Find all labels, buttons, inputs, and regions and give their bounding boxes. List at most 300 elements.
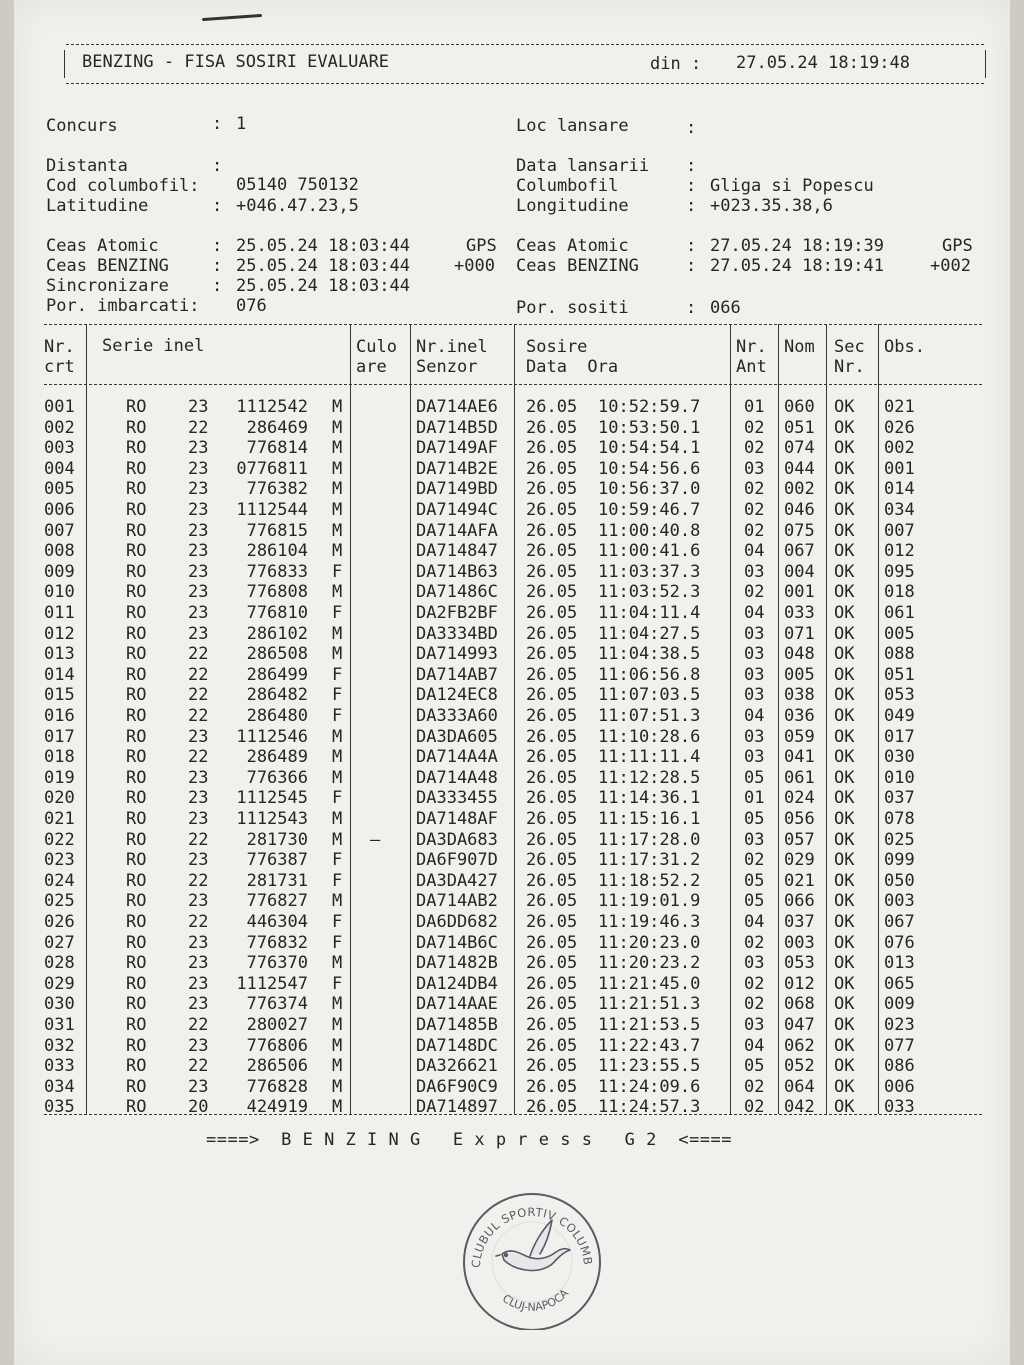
cell-sec: OK: [834, 953, 855, 974]
table-row: [14, 562, 1010, 582]
cell-nr: 020: [44, 788, 75, 809]
cell-inel: 776366: [246, 767, 308, 788]
cell-sec: OK: [834, 706, 855, 726]
cell-sec: OK: [834, 1056, 855, 1077]
cell-sec: OK: [834, 1015, 855, 1035]
cell-obs: 017: [884, 726, 915, 747]
cell-senzor: DA3DA427: [416, 870, 498, 891]
cell-sex: M: [332, 397, 343, 417]
cell-obs: 023: [884, 1015, 915, 1035]
cell-nom: 042: [784, 1097, 815, 1118]
cell-tara: RO: [126, 850, 147, 871]
cell-sec: OK: [834, 417, 855, 438]
table-row: [14, 727, 1010, 747]
cell-tara: RO: [126, 1097, 147, 1118]
cell-tara: RO: [126, 397, 147, 417]
table-row: [14, 850, 1010, 870]
cell-an: 22: [188, 664, 209, 685]
cell-ant: 02: [744, 417, 765, 438]
cell-senzor: DA71482B: [416, 953, 498, 974]
cell-an: 23: [188, 397, 209, 417]
cell-obs: 099: [884, 850, 915, 871]
cell-ora: 11:19:01.9: [598, 891, 701, 912]
cell-ant: 03: [744, 685, 765, 706]
cell-sex: F: [332, 561, 343, 582]
cell-inel: 776374: [246, 994, 308, 1015]
cell-ora: 11:12:28.5: [598, 767, 701, 788]
table-row: [14, 541, 1010, 561]
cell-data: 26.05: [526, 726, 578, 747]
cell-tara: RO: [126, 520, 147, 541]
header-serie-inel: Serie inel: [102, 336, 205, 356]
cell-obs: 077: [884, 1035, 915, 1056]
cell-an: 20: [188, 1097, 209, 1118]
cell-nr: 030: [44, 994, 75, 1015]
cell-sec: OK: [834, 747, 855, 768]
cell-an: 22: [188, 747, 209, 768]
cell-tara: RO: [126, 541, 147, 562]
cell-nom: 062: [784, 1035, 815, 1056]
cell-nom: 038: [784, 685, 815, 706]
cell-tara: RO: [126, 973, 147, 994]
cell-ora: 11:21:45.0: [598, 973, 701, 994]
cell-obs: 021: [884, 397, 915, 417]
cell-nr: 032: [44, 1035, 75, 1056]
cell-tara: RO: [126, 953, 147, 974]
cell-senzor: DA124EC8: [416, 685, 498, 706]
cell-inel: 286489: [246, 747, 308, 768]
cell-nom: 060: [784, 397, 815, 417]
cell-sec: OK: [834, 829, 855, 850]
cell-senzor: DA6F90C9: [416, 1076, 498, 1097]
cell-data: 26.05: [526, 829, 578, 850]
cell-senzor: DA714B2E: [416, 458, 498, 479]
table-row: [14, 1097, 1010, 1117]
cell-ora: 11:15:16.1: [598, 809, 701, 829]
cell-ora: 11:07:51.3: [598, 706, 701, 726]
cell-obs: 061: [884, 603, 915, 623]
cell-ora: 11:24:09.6: [598, 1076, 701, 1097]
cell-an: 23: [188, 891, 209, 912]
cell-inel: 1112546: [236, 726, 308, 747]
cell-tara: RO: [126, 685, 147, 706]
cell-ora: 11:20:23.0: [598, 932, 701, 953]
cell-obs: 049: [884, 706, 915, 726]
table-row: [14, 994, 1010, 1014]
sincronizare-label: Sincronizare: [46, 276, 169, 296]
cell-ant: 02: [744, 1097, 765, 1118]
cell-senzor: DA71486C: [416, 582, 498, 603]
cell-inel: 776833: [246, 561, 308, 582]
cell-an: 22: [188, 912, 209, 932]
cell-nr: 016: [44, 706, 75, 726]
cell-nr: 028: [44, 953, 75, 974]
cell-inel: 0776811: [236, 458, 308, 479]
cell-ant: 02: [744, 500, 765, 520]
cell-an: 23: [188, 541, 209, 562]
cell-tara: RO: [126, 479, 147, 500]
cell-inel: 776370: [246, 953, 308, 974]
cell-an: 23: [188, 520, 209, 541]
cell-ora: 11:17:31.2: [598, 850, 701, 871]
ceas-benzing-label-right: Ceas BENZING: [516, 256, 639, 276]
cell-nr: 001: [44, 397, 75, 417]
cell-sex: F: [332, 973, 343, 994]
dove-icon: [496, 1220, 570, 1271]
cell-tara: RO: [126, 726, 147, 747]
table-row: [14, 1056, 1010, 1076]
cell-obs: 006: [884, 1076, 915, 1097]
cell-senzor: DA714847: [416, 541, 498, 562]
cell-an: 23: [188, 973, 209, 994]
cell-sec: OK: [834, 500, 855, 520]
cell-obs: 086: [884, 1056, 915, 1077]
cell-an: 22: [188, 870, 209, 891]
cell-ant: 05: [744, 1056, 765, 1077]
cell-nom: 005: [784, 664, 815, 685]
cell-ant: 04: [744, 1035, 765, 1056]
cell-nr: 011: [44, 603, 75, 623]
cell-sex: M: [332, 1035, 343, 1056]
cell-an: 23: [188, 561, 209, 582]
cell-obs: 025: [884, 829, 915, 850]
cell-senzor: DA714B6C: [416, 932, 498, 953]
cell-nr: 021: [44, 809, 75, 829]
cell-data: 26.05: [526, 623, 578, 644]
cell-ora: 11:11:11.4: [598, 747, 701, 768]
cell-sec: OK: [834, 603, 855, 623]
table-row: [14, 582, 1010, 602]
por-imbarcati-label: Por. imbarcati:: [46, 296, 200, 316]
header-ant-1: Nr.: [736, 337, 767, 357]
cell-sec: OK: [834, 1076, 855, 1097]
cell-ant: 03: [744, 953, 765, 974]
cell-an: 23: [188, 850, 209, 871]
cell-culoare: –: [370, 829, 381, 850]
cell-obs: 088: [884, 644, 915, 665]
cell-sec: OK: [834, 1035, 855, 1056]
cell-data: 26.05: [526, 541, 578, 562]
cell-an: 23: [188, 500, 209, 520]
colon: :: [212, 256, 223, 276]
cell-sec: OK: [834, 891, 855, 912]
cell-data: 26.05: [526, 706, 578, 726]
header-culoare-1: Culo: [356, 337, 397, 357]
cell-obs: 030: [884, 747, 915, 768]
cell-senzor: DA3334BD: [416, 623, 498, 644]
cell-nom: 075: [784, 520, 815, 541]
ceas-atomic-start: 25.05.24 18:03:44: [236, 236, 410, 256]
cell-senzor: DA7149AF: [416, 438, 498, 459]
cell-sex: M: [332, 829, 343, 850]
colon: :: [686, 156, 697, 176]
cell-tara: RO: [126, 767, 147, 788]
cell-ant: 03: [744, 829, 765, 850]
cell-an: 22: [188, 1056, 209, 1077]
cell-an: 23: [188, 603, 209, 623]
pen-mark: [202, 14, 262, 21]
cell-ant: 01: [744, 397, 765, 417]
cell-tara: RO: [126, 1015, 147, 1035]
colon: :: [212, 196, 223, 216]
cell-sex: M: [332, 1056, 343, 1077]
cell-sex: F: [332, 870, 343, 891]
table-row: [14, 685, 1010, 705]
colon: :: [212, 236, 223, 256]
cell-nr: 019: [44, 767, 75, 788]
cell-an: 23: [188, 809, 209, 829]
cell-inel: 1112544: [236, 500, 308, 520]
cell-obs: 003: [884, 891, 915, 912]
header-sosire-1: Sosire: [526, 337, 588, 357]
header-sec-1: Sec: [834, 337, 865, 357]
cell-ant: 02: [744, 520, 765, 541]
cell-obs: 050: [884, 870, 915, 891]
cell-senzor: DA714B63: [416, 561, 498, 582]
cell-nom: 003: [784, 932, 815, 953]
cell-sex: M: [332, 1015, 343, 1035]
cell-ora: 11:07:03.5: [598, 685, 701, 706]
cell-sex: F: [332, 706, 343, 726]
cell-nr: 026: [44, 912, 75, 932]
cell-ora: 11:03:52.3: [598, 582, 701, 603]
colon: :: [686, 298, 697, 318]
ceas-atomic-end: 27.05.24 18:19:39: [710, 236, 884, 256]
cell-tara: RO: [126, 809, 147, 829]
cell-inel: 281730: [246, 829, 308, 850]
cell-ant: 03: [744, 623, 765, 644]
latitudine-value: +046.47.23,5: [236, 196, 359, 216]
cell-senzor: DA714993: [416, 644, 498, 665]
svg-text:CLUJ-NAPOCA: [500, 1286, 571, 1313]
cell-sec: OK: [834, 664, 855, 685]
cell-tara: RO: [126, 1035, 147, 1056]
cell-senzor: DA326621: [416, 1056, 498, 1077]
latitudine-label: Latitudine: [46, 196, 149, 216]
cell-sec: OK: [834, 994, 855, 1015]
cell-tara: RO: [126, 438, 147, 459]
cell-inel: 286499: [246, 664, 308, 685]
cell-sec: OK: [834, 479, 855, 500]
cell-sex: M: [332, 417, 343, 438]
cell-senzor: DA3DA683: [416, 829, 498, 850]
cell-tara: RO: [126, 417, 147, 438]
cell-nr: 023: [44, 850, 75, 871]
cell-sex: M: [332, 458, 343, 479]
cell-nom: 067: [784, 541, 815, 562]
concurs-label: Concurs: [46, 116, 118, 136]
cell-sec: OK: [834, 397, 855, 417]
cell-obs: 095: [884, 561, 915, 582]
distanta-label: Distanta: [46, 156, 128, 176]
table-row: [14, 788, 1010, 808]
cell-ant: 02: [744, 1076, 765, 1097]
cell-inel: 281731: [246, 870, 308, 891]
cell-obs: 012: [884, 541, 915, 562]
cell-sex: M: [332, 767, 343, 788]
cell-nom: 012: [784, 973, 815, 994]
cell-nom: 056: [784, 809, 815, 829]
colon: :: [686, 118, 697, 138]
ceas-atomic-label-right: Ceas Atomic: [516, 236, 629, 256]
cell-nom: 066: [784, 891, 815, 912]
cell-sex: M: [332, 623, 343, 644]
cell-nr: 002: [44, 417, 75, 438]
cell-an: 23: [188, 1035, 209, 1056]
cell-senzor: DA3DA605: [416, 726, 498, 747]
cell-data: 26.05: [526, 500, 578, 520]
cell-nom: 041: [784, 747, 815, 768]
cell-sex: M: [332, 541, 343, 562]
cell-nom: 052: [784, 1056, 815, 1077]
cell-data: 26.05: [526, 932, 578, 953]
cell-tara: RO: [126, 870, 147, 891]
cell-an: 23: [188, 932, 209, 953]
cell-ora: 11:24:57.3: [598, 1097, 701, 1118]
cell-data: 26.05: [526, 644, 578, 665]
club-stamp: [460, 1190, 604, 1330]
cell-nr: 006: [44, 500, 75, 520]
cell-ora: 11:04:38.5: [598, 644, 701, 665]
cell-inel: 776827: [246, 891, 308, 912]
cell-inel: 776387: [246, 850, 308, 871]
cell-sex: F: [332, 912, 343, 932]
cell-ora: 10:56:37.0: [598, 479, 701, 500]
cell-tara: RO: [126, 994, 147, 1015]
cell-an: 23: [188, 582, 209, 603]
cell-nom: 059: [784, 726, 815, 747]
cod-columbofil-value: 05140 750132: [236, 175, 359, 195]
cell-an: 23: [188, 1076, 209, 1097]
sincronizare-value: 25.05.24 18:03:44: [236, 276, 410, 296]
cell-ant: 03: [744, 664, 765, 685]
cell-nom: 001: [784, 582, 815, 603]
cell-sex: M: [332, 438, 343, 459]
header-nr-crt-2: crt: [44, 357, 75, 377]
cell-sex: M: [332, 500, 343, 520]
cell-nr: 029: [44, 973, 75, 994]
cell-tara: RO: [126, 788, 147, 809]
cell-ora: 11:19:46.3: [598, 912, 701, 932]
cell-sex: M: [332, 994, 343, 1015]
cell-data: 26.05: [526, 809, 578, 829]
columbofil-label: Columbofil: [516, 176, 619, 196]
cell-senzor: DA714AFA: [416, 520, 498, 541]
cell-ant: 03: [744, 1015, 765, 1035]
footer-banner: ====> B E N Z I N G E x p r e s s G 2 <====: [206, 1130, 733, 1150]
cell-sec: OK: [834, 809, 855, 829]
stamp-bottom-text: CLUJ-NAPOCA: [499, 1286, 572, 1314]
cell-an: 23: [188, 479, 209, 500]
cell-data: 26.05: [526, 1015, 578, 1035]
cell-ora: 11:04:27.5: [598, 623, 701, 644]
cell-obs: 051: [884, 664, 915, 685]
por-imbarcati-value: 076: [236, 296, 267, 316]
cell-nom: 057: [784, 829, 815, 850]
date-label: din :: [650, 54, 702, 74]
cell-nr: 022: [44, 829, 75, 850]
cell-ant: 02: [744, 932, 765, 953]
cell-senzor: DA714AB7: [416, 664, 498, 685]
cell-nr: 007: [44, 520, 75, 541]
cell-ant: 02: [744, 582, 765, 603]
cell-ora: 10:53:50.1: [598, 417, 701, 438]
cell-nom: 002: [784, 479, 815, 500]
header-sosire-2: Data Ora: [526, 357, 619, 377]
cell-tara: RO: [126, 932, 147, 953]
cell-nom: 047: [784, 1015, 815, 1035]
header-nr-crt-1: Nr.: [44, 337, 75, 357]
cell-an: 23: [188, 767, 209, 788]
cell-sec: OK: [834, 767, 855, 788]
cell-sec: OK: [834, 788, 855, 809]
cell-ora: 11:22:43.7: [598, 1035, 701, 1056]
cell-ant: 05: [744, 870, 765, 891]
cell-data: 26.05: [526, 603, 578, 623]
cell-nom: 074: [784, 438, 815, 459]
cell-nr: 034: [44, 1076, 75, 1097]
cell-data: 26.05: [526, 561, 578, 582]
cell-ora: 11:21:51.3: [598, 994, 701, 1015]
colon: :: [212, 114, 223, 134]
cell-inel: 1112542: [236, 397, 308, 417]
cell-tara: RO: [126, 623, 147, 644]
cell-data: 26.05: [526, 520, 578, 541]
cell-senzor: DA7148DC: [416, 1035, 498, 1056]
cell-an: 22: [188, 829, 209, 850]
table-row: [14, 1077, 1010, 1097]
cell-obs: 001: [884, 458, 915, 479]
cell-ora: 11:20:23.2: [598, 953, 701, 974]
cell-sex: M: [332, 644, 343, 665]
loc-lansare-label: Loc lansare: [516, 116, 629, 136]
cell-sex: M: [332, 809, 343, 829]
cell-nom: 033: [784, 603, 815, 623]
cell-sex: M: [332, 1076, 343, 1097]
cell-obs: 033: [884, 1097, 915, 1118]
cell-sec: OK: [834, 932, 855, 953]
cell-senzor: DA2FB2BF: [416, 603, 498, 623]
stamp-top-text: CLUBUL SPORTIV COLUMB: [468, 1204, 596, 1269]
cell-nr: 018: [44, 747, 75, 768]
cell-data: 26.05: [526, 994, 578, 1015]
cell-ant: 05: [744, 809, 765, 829]
cell-ora: 11:04:11.4: [598, 603, 701, 623]
table-row: [14, 603, 1010, 623]
table-row: [14, 521, 1010, 541]
cell-tara: RO: [126, 582, 147, 603]
cell-sex: M: [332, 582, 343, 603]
cell-sec: OK: [834, 685, 855, 706]
ceas-benzing-start: 25.05.24 18:03:44: [236, 256, 410, 276]
cell-an: 23: [188, 458, 209, 479]
cell-obs: 005: [884, 623, 915, 644]
cell-ora: 10:59:46.7: [598, 500, 701, 520]
cell-obs: 010: [884, 767, 915, 788]
cell-tara: RO: [126, 1076, 147, 1097]
cell-ora: 10:54:54.1: [598, 438, 701, 459]
cell-tara: RO: [126, 664, 147, 685]
cell-ora: 11:06:56.8: [598, 664, 701, 685]
cell-nom: 046: [784, 500, 815, 520]
cell-sex: M: [332, 479, 343, 500]
cell-senzor: DA333455: [416, 788, 498, 809]
colon: :: [686, 256, 697, 276]
table-row: [14, 830, 1010, 850]
table-row: [14, 479, 1010, 499]
table-row: [14, 912, 1010, 932]
cell-senzor: DA7149BD: [416, 479, 498, 500]
